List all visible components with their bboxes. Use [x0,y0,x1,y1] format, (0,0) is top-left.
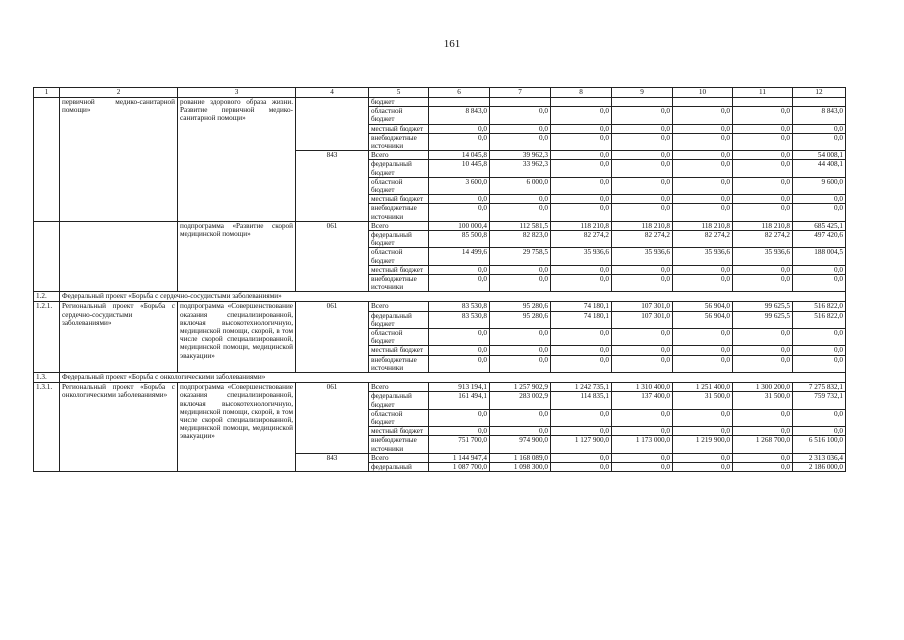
value-cell: 0,0 [733,204,793,221]
value-cell: 0,0 [733,329,793,346]
column-header: 12 [793,88,846,98]
value-cell: 82 274,2 [673,231,733,248]
value-cell: 0,0 [673,124,733,133]
value-cell: 35 936,6 [551,248,612,265]
column-header: 10 [673,88,733,98]
funding-source-cell: внебюджетные источники [369,355,429,372]
value-cell: 0,0 [429,265,490,274]
value-cell: 0,0 [733,177,793,194]
column-header: 7 [490,88,551,98]
value-cell: 1 242 735,1 [551,383,612,392]
section-number: 1.2. [34,292,60,302]
value-cell: 82 274,2 [612,231,673,248]
value-cell: 497 420,6 [793,231,846,248]
value-cell: 0,0 [673,265,733,274]
value-cell: 0,0 [612,107,673,124]
funding-source-cell: местный бюджет [369,427,429,436]
value-cell: 283 002,9 [490,392,551,409]
section-row [34,373,846,383]
value-cell: 0,0 [733,275,793,292]
column-header: 2 [60,88,178,98]
value-cell: 0,0 [733,462,793,471]
value-cell [429,98,490,107]
value-cell: 0,0 [673,133,733,150]
value-cell: 54 008,1 [793,151,846,160]
value-cell: 0,0 [793,204,846,221]
value-cell: 0,0 [551,355,612,372]
value-cell: 0,0 [490,133,551,150]
value-cell: 31 500,0 [733,392,793,409]
value-cell: 1 257 902,9 [490,383,551,392]
value-cell: 137 400,0 [612,392,673,409]
column-header: 5 [369,88,429,98]
value-cell: 0,0 [733,453,793,462]
funding-source-cell: местный бюджет [369,265,429,274]
table-row [34,383,846,392]
value-cell: 1 144 947,4 [429,453,490,462]
value-cell: 118 210,8 [612,221,673,230]
value-cell: 2 186 000,0 [793,462,846,471]
column-header: 1 [34,88,60,98]
section-title: Федеральный проект «Борьба с сердечно-сосудистыми заболеваниями» [60,292,846,302]
executor-code-cell: 061 [296,221,369,292]
funding-source-cell: Всего [369,302,429,311]
value-cell: 0,0 [733,265,793,274]
value-cell: 0,0 [673,329,733,346]
value-cell [551,98,612,107]
funding-source-cell: областной бюджет [369,248,429,265]
value-cell: 0,0 [612,346,673,355]
executor-code-cell: 843 [296,151,369,222]
value-cell: 0,0 [733,195,793,204]
value-cell: 0,0 [429,133,490,150]
section-title: Федеральный проект «Борьба с онкологическими заболеваниями» [60,373,846,383]
value-cell: 0,0 [793,427,846,436]
value-cell: 516 822,0 [793,302,846,311]
value-cell [612,98,673,107]
funding-source-cell: областной бюджет [369,177,429,194]
value-cell: 29 758,5 [490,248,551,265]
value-cell: 0,0 [733,346,793,355]
value-cell: 0,0 [429,275,490,292]
value-cell: 0,0 [673,107,733,124]
value-cell: 9 600,0 [793,177,846,194]
value-cell: 82 823,0 [490,231,551,248]
value-cell: 0,0 [793,124,846,133]
value-cell: 0,0 [733,355,793,372]
value-cell: 516 822,0 [793,311,846,328]
value-cell: 95 280,6 [490,302,551,311]
value-cell: 0,0 [612,462,673,471]
value-cell: 1 219 900,0 [673,436,733,453]
value-cell: 0,0 [429,195,490,204]
value-cell: 0,0 [793,275,846,292]
value-cell: 759 732,1 [793,392,846,409]
funding-source-cell: областной бюджет [369,409,429,426]
project-name-cell: первичной медико-санитарной помощи» [60,98,178,222]
value-cell: 0,0 [733,133,793,150]
value-cell: 0,0 [551,427,612,436]
value-cell: 0,0 [490,265,551,274]
value-cell: 114 835,1 [551,392,612,409]
value-cell: 0,0 [490,107,551,124]
value-cell: 0,0 [490,355,551,372]
value-cell: 0,0 [733,107,793,124]
value-cell: 1 268 700,0 [733,436,793,453]
value-cell [733,98,793,107]
value-cell: 0,0 [490,346,551,355]
column-header: 6 [429,88,490,98]
value-cell: 107 301,0 [612,311,673,328]
value-cell: 39 962,3 [490,151,551,160]
executor-code-cell: 843 [296,453,369,471]
subprogram-cell: подпрограмма «Совершенствование оказания специализированной, включая высокотехнологичную, медицинской помощи, скорой, в том числе скорой специализированной, медицинской помощи, медицинской эвакуации» [178,302,296,373]
funding-source-cell: местный бюджет [369,124,429,133]
value-cell: 0,0 [673,195,733,204]
value-cell [490,98,551,107]
value-cell: 8 843,0 [429,107,490,124]
value-cell: 1 300 200,0 [733,383,793,392]
value-cell: 33 962,3 [490,160,551,177]
value-cell: 0,0 [429,204,490,221]
value-cell: 107 301,0 [612,302,673,311]
value-cell: 100 000,4 [429,221,490,230]
value-cell: 0,0 [793,265,846,274]
column-header: 9 [612,88,673,98]
value-cell: 99 625,5 [733,311,793,328]
value-cell: 0,0 [551,195,612,204]
value-cell: 1 098 300,0 [490,462,551,471]
value-cell: 0,0 [490,409,551,426]
value-cell: 0,0 [612,124,673,133]
value-cell: 0,0 [551,275,612,292]
value-cell: 0,0 [733,151,793,160]
funding-source-cell: Всего [369,151,429,160]
value-cell: 0,0 [612,151,673,160]
funding-source-cell: внебюджетные источники [369,275,429,292]
row-number-cell: 1.3.1. [34,383,60,472]
column-header: 3 [178,88,296,98]
value-cell: 0,0 [551,160,612,177]
value-cell: 0,0 [612,427,673,436]
value-cell: 0,0 [612,195,673,204]
value-cell: 685 425,1 [793,221,846,230]
value-cell: 0,0 [429,409,490,426]
value-cell: 118 210,8 [673,221,733,230]
funding-source-cell: областной бюджет [369,107,429,124]
value-cell: 751 700,0 [429,436,490,453]
value-cell: 14 045,8 [429,151,490,160]
funding-source-cell: федеральный бюджет [369,160,429,177]
value-cell: 35 936,6 [612,248,673,265]
funding-source-cell: внебюджетные источники [369,204,429,221]
value-cell: 74 180,1 [551,311,612,328]
value-cell: 0,0 [551,453,612,462]
table-row [34,98,846,107]
subprogram-cell: подпрограмма «Развитие скорой медицинской помощи» [178,221,296,292]
value-cell: 0,0 [673,160,733,177]
funding-source-cell: федеральный [369,462,429,471]
value-cell: 0,0 [612,329,673,346]
value-cell: 0,0 [551,346,612,355]
funding-source-cell: местный бюджет [369,346,429,355]
value-cell: 0,0 [551,265,612,274]
value-cell: 0,0 [793,329,846,346]
value-cell: 0,0 [490,427,551,436]
value-cell: 74 180,1 [551,302,612,311]
value-cell: 0,0 [612,133,673,150]
value-cell: 0,0 [490,329,551,346]
value-cell: 0,0 [673,275,733,292]
value-cell: 0,0 [551,133,612,150]
value-cell: 0,0 [551,204,612,221]
value-cell: 0,0 [551,462,612,471]
value-cell: 0,0 [793,133,846,150]
value-cell: 0,0 [612,265,673,274]
row-number-cell [34,221,60,292]
subprogram-cell: рование здорового образа жизни. Развитие первичной медико-санитарной помощи» [178,98,296,222]
subprogram-cell: подпрограмма «Совершенствование оказания специализированной, включая высокотехнологичную, медицинской помощи, скорой, в том числе скорой специализированной, медицинской помощи, медицинской эвакуации» [178,383,296,472]
value-cell: 83 530,8 [429,302,490,311]
funding-source-cell: федеральный бюджет [369,392,429,409]
executor-code-cell [296,98,369,151]
value-cell: 974 900,0 [490,436,551,453]
value-cell: 0,0 [429,124,490,133]
value-cell: 82 274,2 [551,231,612,248]
value-cell: 1 310 400,0 [612,383,673,392]
value-cell: 0,0 [612,355,673,372]
value-cell: 56 904,0 [673,311,733,328]
value-cell: 0,0 [673,151,733,160]
funding-source-cell: Всего [369,383,429,392]
value-cell: 14 499,6 [429,248,490,265]
value-cell: 1 087 700,0 [429,462,490,471]
funding-source-cell: федеральный бюджет [369,231,429,248]
value-cell: 3 600,0 [429,177,490,194]
value-cell: 118 210,8 [733,221,793,230]
value-cell [793,98,846,107]
section-row [34,292,846,302]
value-cell: 0,0 [673,355,733,372]
table-row [34,221,846,230]
table-row [34,302,846,311]
value-cell: 0,0 [793,346,846,355]
funding-source-cell: федеральный бюджет [369,311,429,328]
value-cell: 0,0 [429,346,490,355]
value-cell: 0,0 [793,409,846,426]
value-cell [673,98,733,107]
value-cell: 7 275 832,1 [793,383,846,392]
value-cell: 0,0 [733,160,793,177]
value-cell: 0,0 [733,409,793,426]
value-cell: 0,0 [673,462,733,471]
value-cell: 0,0 [793,355,846,372]
budget-table [33,87,846,472]
value-cell: 83 530,8 [429,311,490,328]
value-cell: 118 210,8 [551,221,612,230]
value-cell: 0,0 [733,427,793,436]
value-cell: 0,0 [429,355,490,372]
column-header: 11 [733,88,793,98]
value-cell: 0,0 [551,329,612,346]
project-name-cell: Региональный проект «Борьба с онкологическими заболеваниями» [60,383,178,472]
value-cell: 1 173 000,0 [612,436,673,453]
value-cell: 85 500,8 [429,231,490,248]
value-cell: 0,0 [612,204,673,221]
executor-code-cell: 061 [296,302,369,373]
value-cell: 0,0 [673,346,733,355]
row-number-cell: 1.2.1. [34,302,60,373]
value-cell: 35 936,6 [733,248,793,265]
executor-code-cell: 061 [296,383,369,454]
value-cell: 0,0 [612,409,673,426]
value-cell: 1 127 900,0 [551,436,612,453]
value-cell: 35 936,6 [673,248,733,265]
value-cell: 10 445,8 [429,160,490,177]
value-cell: 0,0 [551,124,612,133]
value-cell: 0,0 [673,453,733,462]
project-name-cell [60,221,178,292]
column-header: 4 [296,88,369,98]
value-cell: 82 274,2 [733,231,793,248]
value-cell: 6 000,0 [490,177,551,194]
value-cell: 0,0 [490,204,551,221]
value-cell: 8 843,0 [793,107,846,124]
value-cell: 0,0 [673,409,733,426]
value-cell: 44 408,1 [793,160,846,177]
funding-source-cell: Всего [369,221,429,230]
value-cell: 1 251 400,0 [673,383,733,392]
value-cell: 0,0 [673,177,733,194]
funding-source-cell: Всего [369,453,429,462]
section-number: 1.3. [34,373,60,383]
funding-source-cell: внебюджетные источники [369,133,429,150]
value-cell: 0,0 [551,107,612,124]
value-cell: 188 004,5 [793,248,846,265]
value-cell: 913 194,1 [429,383,490,392]
value-cell: 0,0 [673,427,733,436]
value-cell: 0,0 [429,427,490,436]
value-cell: 0,0 [490,124,551,133]
value-cell: 56 904,0 [673,302,733,311]
value-cell: 161 494,1 [429,392,490,409]
value-cell: 95 280,6 [490,311,551,328]
value-cell: 0,0 [793,195,846,204]
value-cell: 0,0 [551,177,612,194]
value-cell: 0,0 [612,275,673,292]
column-header: 8 [551,88,612,98]
value-cell: 2 313 036,4 [793,453,846,462]
value-cell: 99 625,5 [733,302,793,311]
value-cell: 0,0 [612,453,673,462]
value-cell: 0,0 [551,151,612,160]
value-cell: 112 581,5 [490,221,551,230]
funding-source-cell: областной бюджет [369,329,429,346]
value-cell: 6 516 100,0 [793,436,846,453]
value-cell: 0,0 [612,177,673,194]
value-cell: 0,0 [429,329,490,346]
project-name-cell: Региональный проект «Борьба с сердечно-сосудистыми заболеваниями» [60,302,178,373]
row-number-cell [34,98,60,222]
value-cell: 0,0 [673,204,733,221]
value-cell: 0,0 [551,409,612,426]
header-row [34,88,846,98]
page-number: 161 [443,38,461,50]
funding-source-cell: местный бюджет [369,195,429,204]
value-cell: 1 168 089,0 [490,453,551,462]
value-cell: 0,0 [490,195,551,204]
funding-source-cell: внебюджетные источники [369,436,429,453]
value-cell: 0,0 [490,275,551,292]
funding-source-cell: бюджет [369,98,429,107]
value-cell: 0,0 [733,124,793,133]
value-cell: 0,0 [612,160,673,177]
value-cell: 31 500,0 [673,392,733,409]
